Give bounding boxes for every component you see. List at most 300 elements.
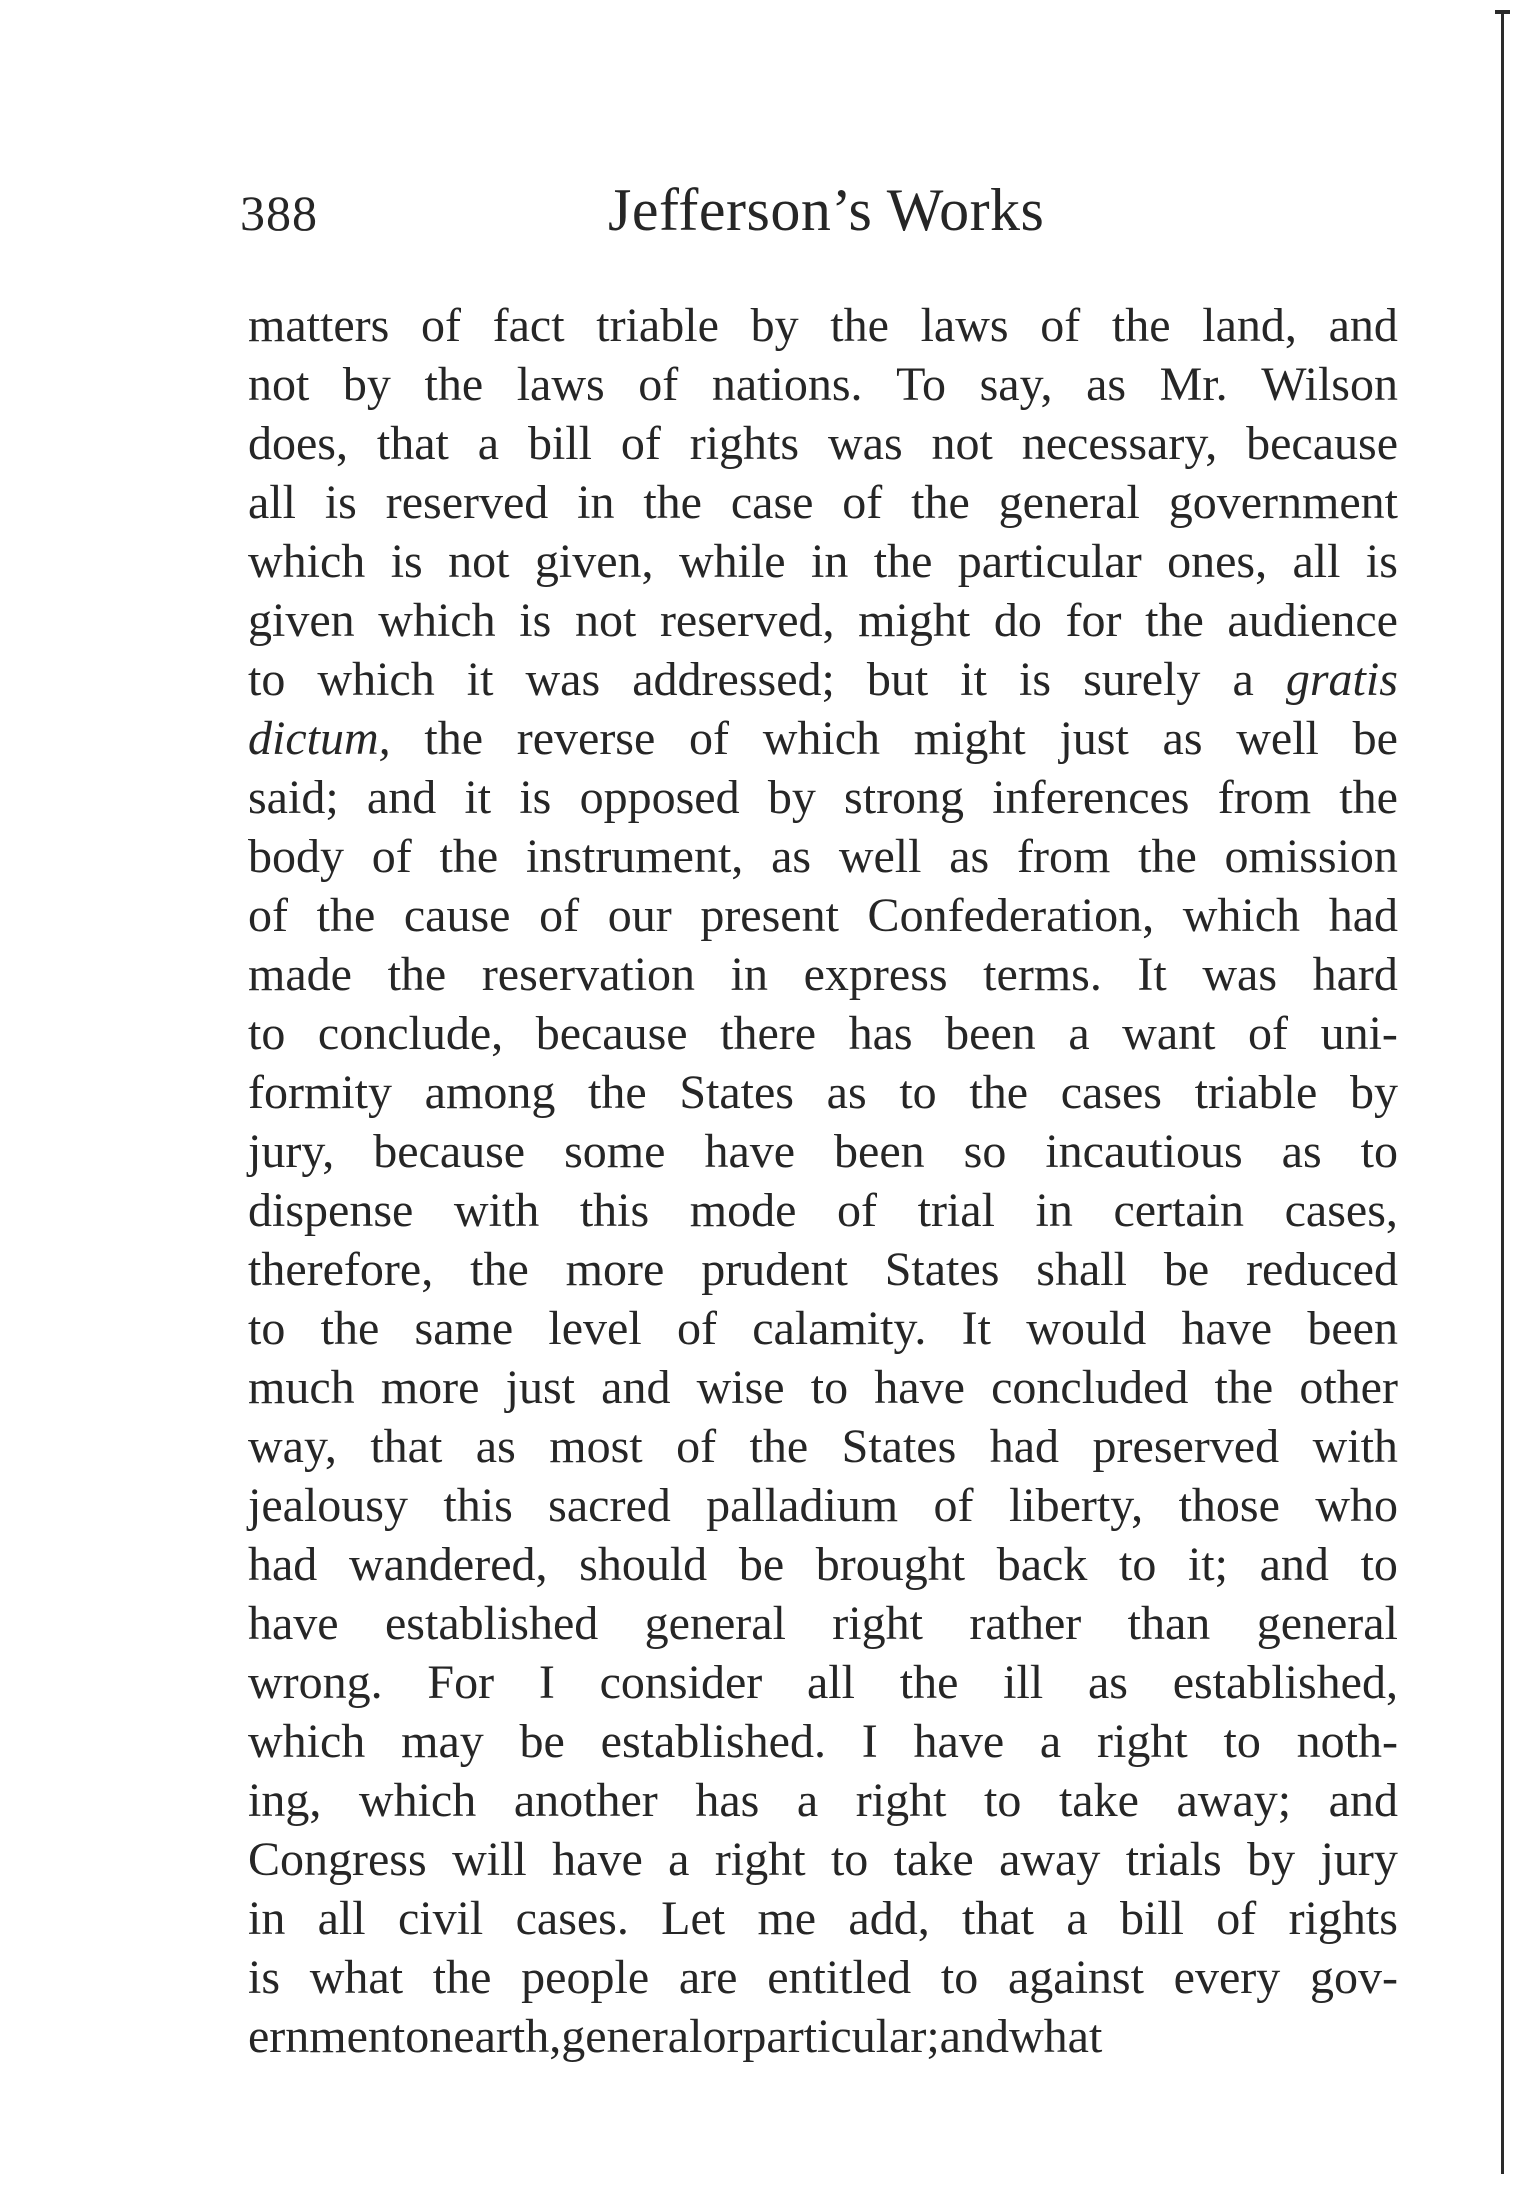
word: it xyxy=(466,653,494,706)
word: wandered, xyxy=(348,1538,548,1591)
text-line xyxy=(248,1417,1398,1476)
word: the xyxy=(643,476,702,529)
word: which xyxy=(762,712,881,765)
word: it xyxy=(960,653,987,706)
word: of xyxy=(620,417,661,470)
word: was xyxy=(827,417,903,470)
word: from xyxy=(1017,830,1111,883)
word: is xyxy=(324,476,357,529)
word: to xyxy=(1360,1538,1398,1591)
page-header xyxy=(0,176,1516,256)
word: formity xyxy=(248,1066,392,1119)
word: civil xyxy=(397,1892,484,1945)
text-line xyxy=(248,886,1398,945)
word: land, xyxy=(1202,299,1297,352)
word: have xyxy=(874,1361,965,1414)
word: is xyxy=(519,594,552,647)
word: was xyxy=(1202,948,1278,1001)
word: in xyxy=(730,948,768,1001)
word: calamity. xyxy=(752,1302,927,1355)
word: the xyxy=(1138,830,1197,883)
word: have xyxy=(1181,1302,1273,1355)
word: brought xyxy=(815,1538,966,1591)
word: well xyxy=(838,830,922,883)
text-line xyxy=(248,768,1398,827)
word: made xyxy=(248,948,352,1001)
word: those xyxy=(1178,1479,1280,1532)
text-line xyxy=(248,296,1398,355)
word: would xyxy=(1026,1302,1147,1355)
word: cases, xyxy=(1284,1184,1398,1237)
word: trials xyxy=(1125,1833,1222,1886)
text-line xyxy=(248,1063,1398,1122)
word: same xyxy=(414,1302,514,1355)
text-line xyxy=(248,1004,1398,1063)
word: want xyxy=(1122,1007,1216,1060)
word: as xyxy=(771,830,812,883)
word: Congress xyxy=(248,1833,427,1886)
word: with xyxy=(453,1184,540,1237)
word: was xyxy=(525,653,601,706)
word: more xyxy=(565,1243,665,1296)
word: conclude, xyxy=(317,1007,504,1060)
word: as xyxy=(1281,1125,1322,1178)
word: fact xyxy=(492,299,565,352)
word: certain xyxy=(1113,1184,1245,1237)
word: the xyxy=(470,1243,529,1296)
word: particular xyxy=(957,535,1142,588)
word: and xyxy=(1328,1774,1398,1827)
word: cause xyxy=(403,889,511,942)
word: that xyxy=(962,1892,1035,1945)
word: terms. xyxy=(983,948,1102,1001)
word: States xyxy=(884,1243,1000,1296)
text-line xyxy=(248,355,1398,414)
word: body xyxy=(248,830,344,883)
word: as xyxy=(1087,1656,1128,1709)
word: in xyxy=(1035,1184,1073,1237)
word: established xyxy=(385,1597,599,1650)
word: a xyxy=(1068,1007,1090,1060)
word: but xyxy=(866,653,929,706)
word: of xyxy=(420,299,461,352)
text-line xyxy=(248,945,1398,1004)
word: government xyxy=(1168,476,1398,529)
word: take xyxy=(893,1833,974,1886)
text-line xyxy=(248,1712,1398,1771)
word: Mr. xyxy=(1159,358,1228,411)
word: do xyxy=(993,594,1042,647)
word: all xyxy=(248,476,296,529)
word: reserved xyxy=(385,476,549,529)
word: because xyxy=(373,1125,526,1178)
word: of xyxy=(842,476,883,529)
word: of xyxy=(638,358,679,411)
word: case xyxy=(730,476,814,529)
word: with xyxy=(1312,1420,1398,1473)
word: as xyxy=(1086,358,1127,411)
word: had xyxy=(248,1538,318,1591)
word: jealousy xyxy=(248,1479,408,1532)
word: ing, xyxy=(248,1774,322,1827)
word: the xyxy=(899,1656,959,1709)
word: given, xyxy=(534,535,654,588)
word: as xyxy=(826,1066,867,1119)
word: dispense xyxy=(248,1184,414,1237)
word: as xyxy=(949,830,990,883)
word: have xyxy=(704,1125,796,1178)
word: to xyxy=(899,1066,937,1119)
word: inferences xyxy=(992,771,1190,824)
word: trial xyxy=(917,1184,995,1237)
word: opposed xyxy=(579,771,740,824)
word: against xyxy=(1007,1951,1144,2004)
word: have xyxy=(552,1833,643,1886)
word: which xyxy=(1182,889,1301,942)
text-line xyxy=(248,532,1398,591)
word: reduced xyxy=(1246,1243,1398,1296)
word: by xyxy=(750,299,799,352)
word: so xyxy=(963,1125,1007,1178)
text-line xyxy=(248,473,1398,532)
word: the xyxy=(1214,1361,1274,1414)
word: been xyxy=(1307,1302,1398,1355)
body-text xyxy=(248,296,1398,2066)
word: for xyxy=(1065,594,1122,647)
word: States xyxy=(841,1420,957,1473)
text-line xyxy=(248,1358,1398,1417)
word: to xyxy=(830,1833,869,1886)
word: is xyxy=(1365,535,1398,588)
word: the xyxy=(1145,594,1204,647)
word: of xyxy=(248,889,288,942)
word: me xyxy=(757,1892,817,1945)
word: be xyxy=(1163,1243,1210,1296)
word: other xyxy=(1299,1361,1398,1414)
word: among xyxy=(424,1066,556,1119)
word: back xyxy=(996,1538,1088,1591)
word: the xyxy=(316,889,376,942)
word: our xyxy=(607,889,672,942)
word: not xyxy=(931,417,993,470)
word: Let xyxy=(661,1892,726,1945)
word: there xyxy=(720,1007,817,1060)
word: concluded xyxy=(991,1361,1189,1414)
word: the xyxy=(320,1302,380,1355)
word: have xyxy=(913,1715,1005,1768)
word: omission xyxy=(1224,830,1398,883)
text-line xyxy=(248,1476,1398,1535)
text-line xyxy=(248,1181,1398,1240)
word: that xyxy=(370,1420,443,1473)
word: have xyxy=(248,1597,339,1650)
word: present xyxy=(700,889,839,942)
word: express xyxy=(803,948,948,1001)
word: Wilson xyxy=(1261,358,1398,411)
word: and xyxy=(366,771,437,824)
word: general xyxy=(1256,1597,1398,1650)
word: right xyxy=(714,1833,806,1886)
word: hard xyxy=(1312,948,1398,1001)
word: does, xyxy=(248,417,348,470)
word: which xyxy=(248,1715,366,1768)
word: people xyxy=(521,1951,650,2004)
word: will xyxy=(452,1833,527,1886)
text-line xyxy=(248,1535,1398,1594)
text-line xyxy=(248,827,1398,886)
word: reserved, xyxy=(659,594,835,647)
word: in xyxy=(248,1892,286,1945)
word: to xyxy=(248,1302,286,1355)
word: a xyxy=(477,417,500,470)
text-line xyxy=(248,1122,1398,1181)
word: a xyxy=(1232,653,1254,706)
word: not xyxy=(248,358,310,411)
word: may xyxy=(401,1715,484,1768)
word: which xyxy=(378,594,496,647)
word: by xyxy=(1349,1066,1398,1119)
word: sacred xyxy=(548,1479,671,1532)
word: from xyxy=(1217,771,1312,824)
word: be xyxy=(519,1715,565,1768)
word: take xyxy=(1058,1774,1139,1827)
word: are xyxy=(678,1951,738,2004)
word: For xyxy=(427,1656,495,1709)
word: the xyxy=(1111,299,1171,352)
word: strong xyxy=(844,771,965,824)
word: of xyxy=(676,1302,717,1355)
text-line xyxy=(248,709,1398,768)
word: rights xyxy=(689,417,800,470)
word: therefore, xyxy=(248,1243,434,1296)
binding-edge-line xyxy=(1501,14,1504,2174)
word: shall xyxy=(1036,1243,1127,1296)
word: in xyxy=(810,535,849,588)
word: way, xyxy=(248,1420,337,1473)
word: it; xyxy=(1187,1538,1228,1591)
word: noth- xyxy=(1296,1715,1398,1768)
word: has xyxy=(848,1007,913,1060)
word: much xyxy=(248,1361,355,1414)
word: wrong. xyxy=(248,1656,383,1709)
word: to xyxy=(1118,1538,1157,1591)
word: bill xyxy=(527,417,592,470)
word: cases. xyxy=(515,1892,629,1945)
word: just xyxy=(505,1361,575,1414)
word: might xyxy=(858,594,971,647)
word: what xyxy=(1008,2010,1103,2063)
word: entitled xyxy=(767,1951,912,2004)
word: of xyxy=(1040,299,1081,352)
word: or xyxy=(702,2010,743,2063)
word: It xyxy=(961,1302,991,1355)
word: well xyxy=(1236,712,1319,765)
word: as xyxy=(1162,712,1203,765)
word: had xyxy=(1328,889,1398,942)
word: the xyxy=(969,1066,1029,1119)
word: triable xyxy=(1194,1066,1318,1119)
word: while xyxy=(678,535,786,588)
word: by xyxy=(1247,1833,1296,1886)
word: matters xyxy=(248,299,390,352)
word: triable xyxy=(596,299,719,352)
text-line xyxy=(248,1240,1398,1299)
word: general xyxy=(644,1597,786,1650)
text-line xyxy=(248,650,1398,709)
word: I xyxy=(538,1656,555,1709)
text-line xyxy=(248,1830,1398,1889)
word: reservation xyxy=(481,948,696,1001)
word: rather xyxy=(969,1597,1082,1650)
word: particular; xyxy=(742,2010,940,2063)
word: nations. xyxy=(711,358,863,411)
word: preserved xyxy=(1092,1420,1280,1473)
word: who xyxy=(1315,1479,1398,1532)
word: of xyxy=(933,1479,974,1532)
word: some xyxy=(564,1125,666,1178)
word: in xyxy=(577,476,615,529)
word: dictum, xyxy=(248,712,391,765)
word: most xyxy=(549,1420,643,1473)
word: this xyxy=(579,1184,650,1237)
word: To xyxy=(896,358,947,411)
word: Confederation, xyxy=(867,889,1155,942)
word: instrument, xyxy=(525,830,744,883)
word: incautious xyxy=(1045,1125,1243,1178)
word: established. xyxy=(600,1715,826,1768)
word: all xyxy=(317,1892,366,1945)
word: this xyxy=(443,1479,513,1532)
text-line xyxy=(248,591,1398,650)
word: right xyxy=(1097,1715,1188,1768)
word: the xyxy=(1339,771,1398,824)
word: gratis xyxy=(1285,653,1398,706)
word: level xyxy=(548,1302,642,1355)
word: general xyxy=(561,2010,703,2063)
word: rights xyxy=(1288,1892,1398,1945)
word: of xyxy=(837,1184,878,1237)
word: more xyxy=(380,1361,480,1414)
word: consider xyxy=(599,1656,763,1709)
word: to xyxy=(248,653,286,706)
word: I xyxy=(861,1715,878,1768)
word: away xyxy=(999,1833,1101,1886)
word: been xyxy=(945,1007,1036,1060)
word: as xyxy=(475,1420,516,1473)
word: is xyxy=(390,535,423,588)
word: earth, xyxy=(453,2010,562,2063)
word: say, xyxy=(979,358,1053,411)
word: uni- xyxy=(1320,1007,1398,1060)
word: because xyxy=(1246,417,1398,470)
text-line xyxy=(248,1948,1398,2007)
word: is xyxy=(1019,653,1052,706)
word: a xyxy=(796,1774,819,1827)
word: a xyxy=(668,1833,690,1886)
word: by xyxy=(767,771,816,824)
word: jury xyxy=(1320,1833,1398,1886)
word: which xyxy=(317,653,435,706)
word: than xyxy=(1127,1597,1211,1650)
text-line xyxy=(248,1299,1398,1358)
word: and xyxy=(939,2010,1009,2063)
word: a xyxy=(1039,1715,1062,1768)
word: to xyxy=(1360,1125,1398,1178)
word: said; xyxy=(248,771,339,824)
word: jury, xyxy=(248,1125,335,1178)
word: to xyxy=(1223,1715,1261,1768)
word: a xyxy=(1066,1892,1088,1945)
word: has xyxy=(695,1774,760,1827)
word: the xyxy=(873,535,933,588)
word: wise xyxy=(696,1361,785,1414)
word: the xyxy=(387,948,447,1001)
word: reverse xyxy=(516,712,656,765)
word: because xyxy=(535,1007,688,1060)
word: of xyxy=(539,889,580,942)
word: of xyxy=(676,1420,717,1473)
word: surely xyxy=(1083,653,1201,706)
word: ones, xyxy=(1167,535,1268,588)
word: necessary, xyxy=(1021,417,1218,470)
word: liberty, xyxy=(1008,1479,1144,1532)
word: of xyxy=(689,712,729,765)
word: cases xyxy=(1060,1066,1162,1119)
word: of xyxy=(371,830,412,883)
word: ill xyxy=(1003,1656,1044,1709)
word: prudent xyxy=(701,1243,848,1296)
word: of xyxy=(1248,1007,1289,1060)
word: which xyxy=(248,535,366,588)
word: to xyxy=(984,1774,1022,1827)
text-line xyxy=(248,1889,1398,1948)
word: every xyxy=(1173,1951,1281,2004)
word: the xyxy=(424,712,483,765)
running-head-title: Jefferson’s Works xyxy=(608,177,1045,243)
word: is xyxy=(519,771,552,824)
word: that xyxy=(376,417,449,470)
word: gov- xyxy=(1309,1951,1398,2004)
word: bill xyxy=(1119,1892,1184,1945)
word: another xyxy=(513,1774,658,1827)
word: be xyxy=(738,1538,785,1591)
text-line xyxy=(248,2007,1398,2066)
text-line xyxy=(248,1594,1398,1653)
word: had xyxy=(989,1420,1060,1473)
word: mode xyxy=(689,1184,797,1237)
word: away; xyxy=(1176,1774,1292,1827)
word: should xyxy=(579,1538,708,1591)
word: the xyxy=(439,830,499,883)
word: of xyxy=(1216,1892,1257,1945)
word: all xyxy=(807,1656,855,1709)
word: is xyxy=(248,1951,281,2004)
page-number: 388 xyxy=(240,185,318,241)
word: the xyxy=(588,1066,647,1119)
word: audience xyxy=(1227,594,1398,647)
word: be xyxy=(1352,712,1398,765)
text-line xyxy=(248,414,1398,473)
word: laws xyxy=(516,358,605,411)
word: the xyxy=(432,1951,492,2004)
word: to xyxy=(248,1007,286,1060)
word: established, xyxy=(1172,1656,1398,1709)
word: not xyxy=(574,594,637,647)
word: just xyxy=(1059,712,1129,765)
word: general xyxy=(998,476,1140,529)
word: all xyxy=(1292,535,1341,588)
word: the xyxy=(749,1420,809,1473)
